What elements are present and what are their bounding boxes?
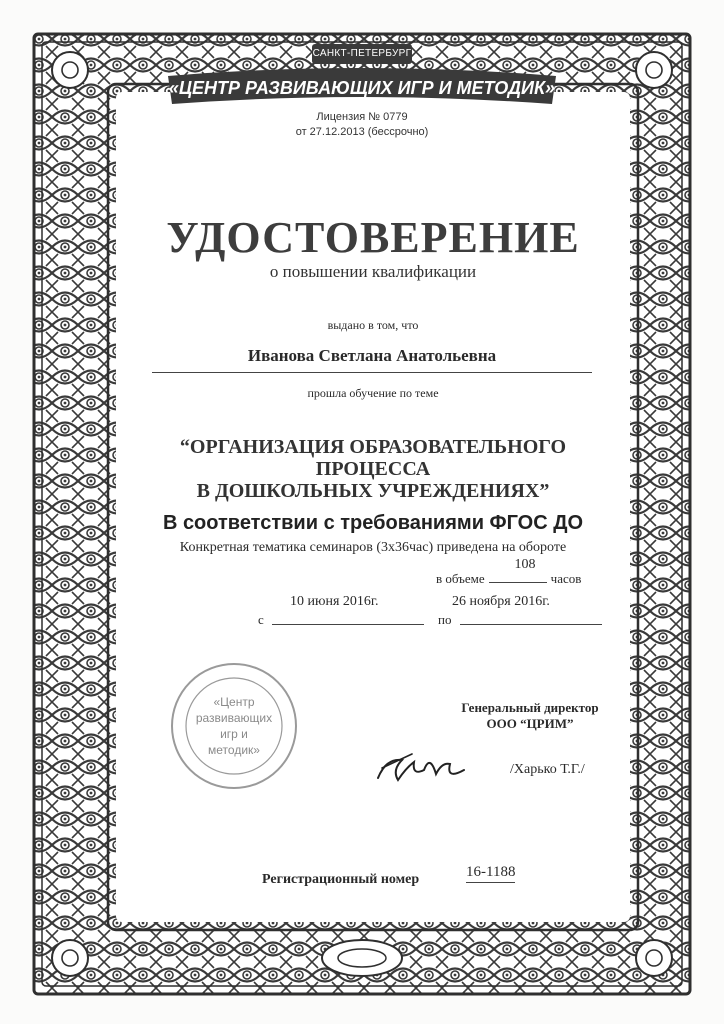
license-date: от 27.12.2013 (бессрочно) [295,126,429,138]
license-number: Лицензия № 0779 [316,111,408,123]
passed-text: прошла обучение по теме [307,386,439,400]
document-title: УДОСТОВЕРЕНИЕ [166,213,580,262]
topic-line: “ОРГАНИЗАЦИЯ ОБРАЗОВАТЕЛЬНОГО [179,436,567,458]
from-label: с [258,612,264,627]
hours-prefix: в объеме [436,571,485,586]
topic-line: ПРОЦЕССА [315,458,431,480]
hours-suffix: часов [550,571,582,586]
registration-number: 16-1188 [466,864,515,883]
svg-text:«Центр: «Центр [213,695,255,709]
svg-text:развивающих: развивающих [195,711,273,725]
from-date: 10 июня 2016г. [290,594,379,609]
standard-compliance: В соответствии с требованиями ФГОС ДО [162,512,584,534]
company-name: ООО “ЦРИМ” [486,716,574,731]
handwritten-signature [372,740,472,790]
city-label: САНКТ-ПЕТЕРБУРГ [312,44,412,64]
course-topic [130,436,616,502]
hours-blank [489,582,547,583]
position-title: Генеральный директор [461,700,599,715]
document-subtitle: о повышении квалификации [269,262,477,281]
hours-line [436,571,581,587]
svg-text:игр и: игр и [220,727,248,741]
recipient-name: Иванова Светлана Анатольевна [152,346,592,373]
to-date-line [460,624,602,625]
director-position [440,700,620,732]
organization-stamp [168,660,300,792]
hours-value: 108 [514,557,536,572]
to-label: по [438,612,452,627]
svg-text:методик»: методик» [208,743,260,757]
signer-name: /Харько Т.Г./ [510,762,585,777]
organization-name: «ЦЕНТР РАЗВИВАЮЩИХ ИГР И МЕТОДИК» [168,78,556,98]
to-date: 26 ноября 2016г. [452,594,550,609]
issued-text: выдано в том, что [327,318,419,332]
from-date-line [272,624,424,625]
organization-banner [162,64,562,110]
registration-label: Регистрационный номер [262,872,420,887]
topic-line: В ДОШКОЛЬНЫХ УЧРЕЖДЕНИЯХ” [196,480,550,502]
license-info [232,110,492,140]
seminars-note: Конкретная тематика семинаров (3х36час) приведена на обороте [179,540,567,555]
